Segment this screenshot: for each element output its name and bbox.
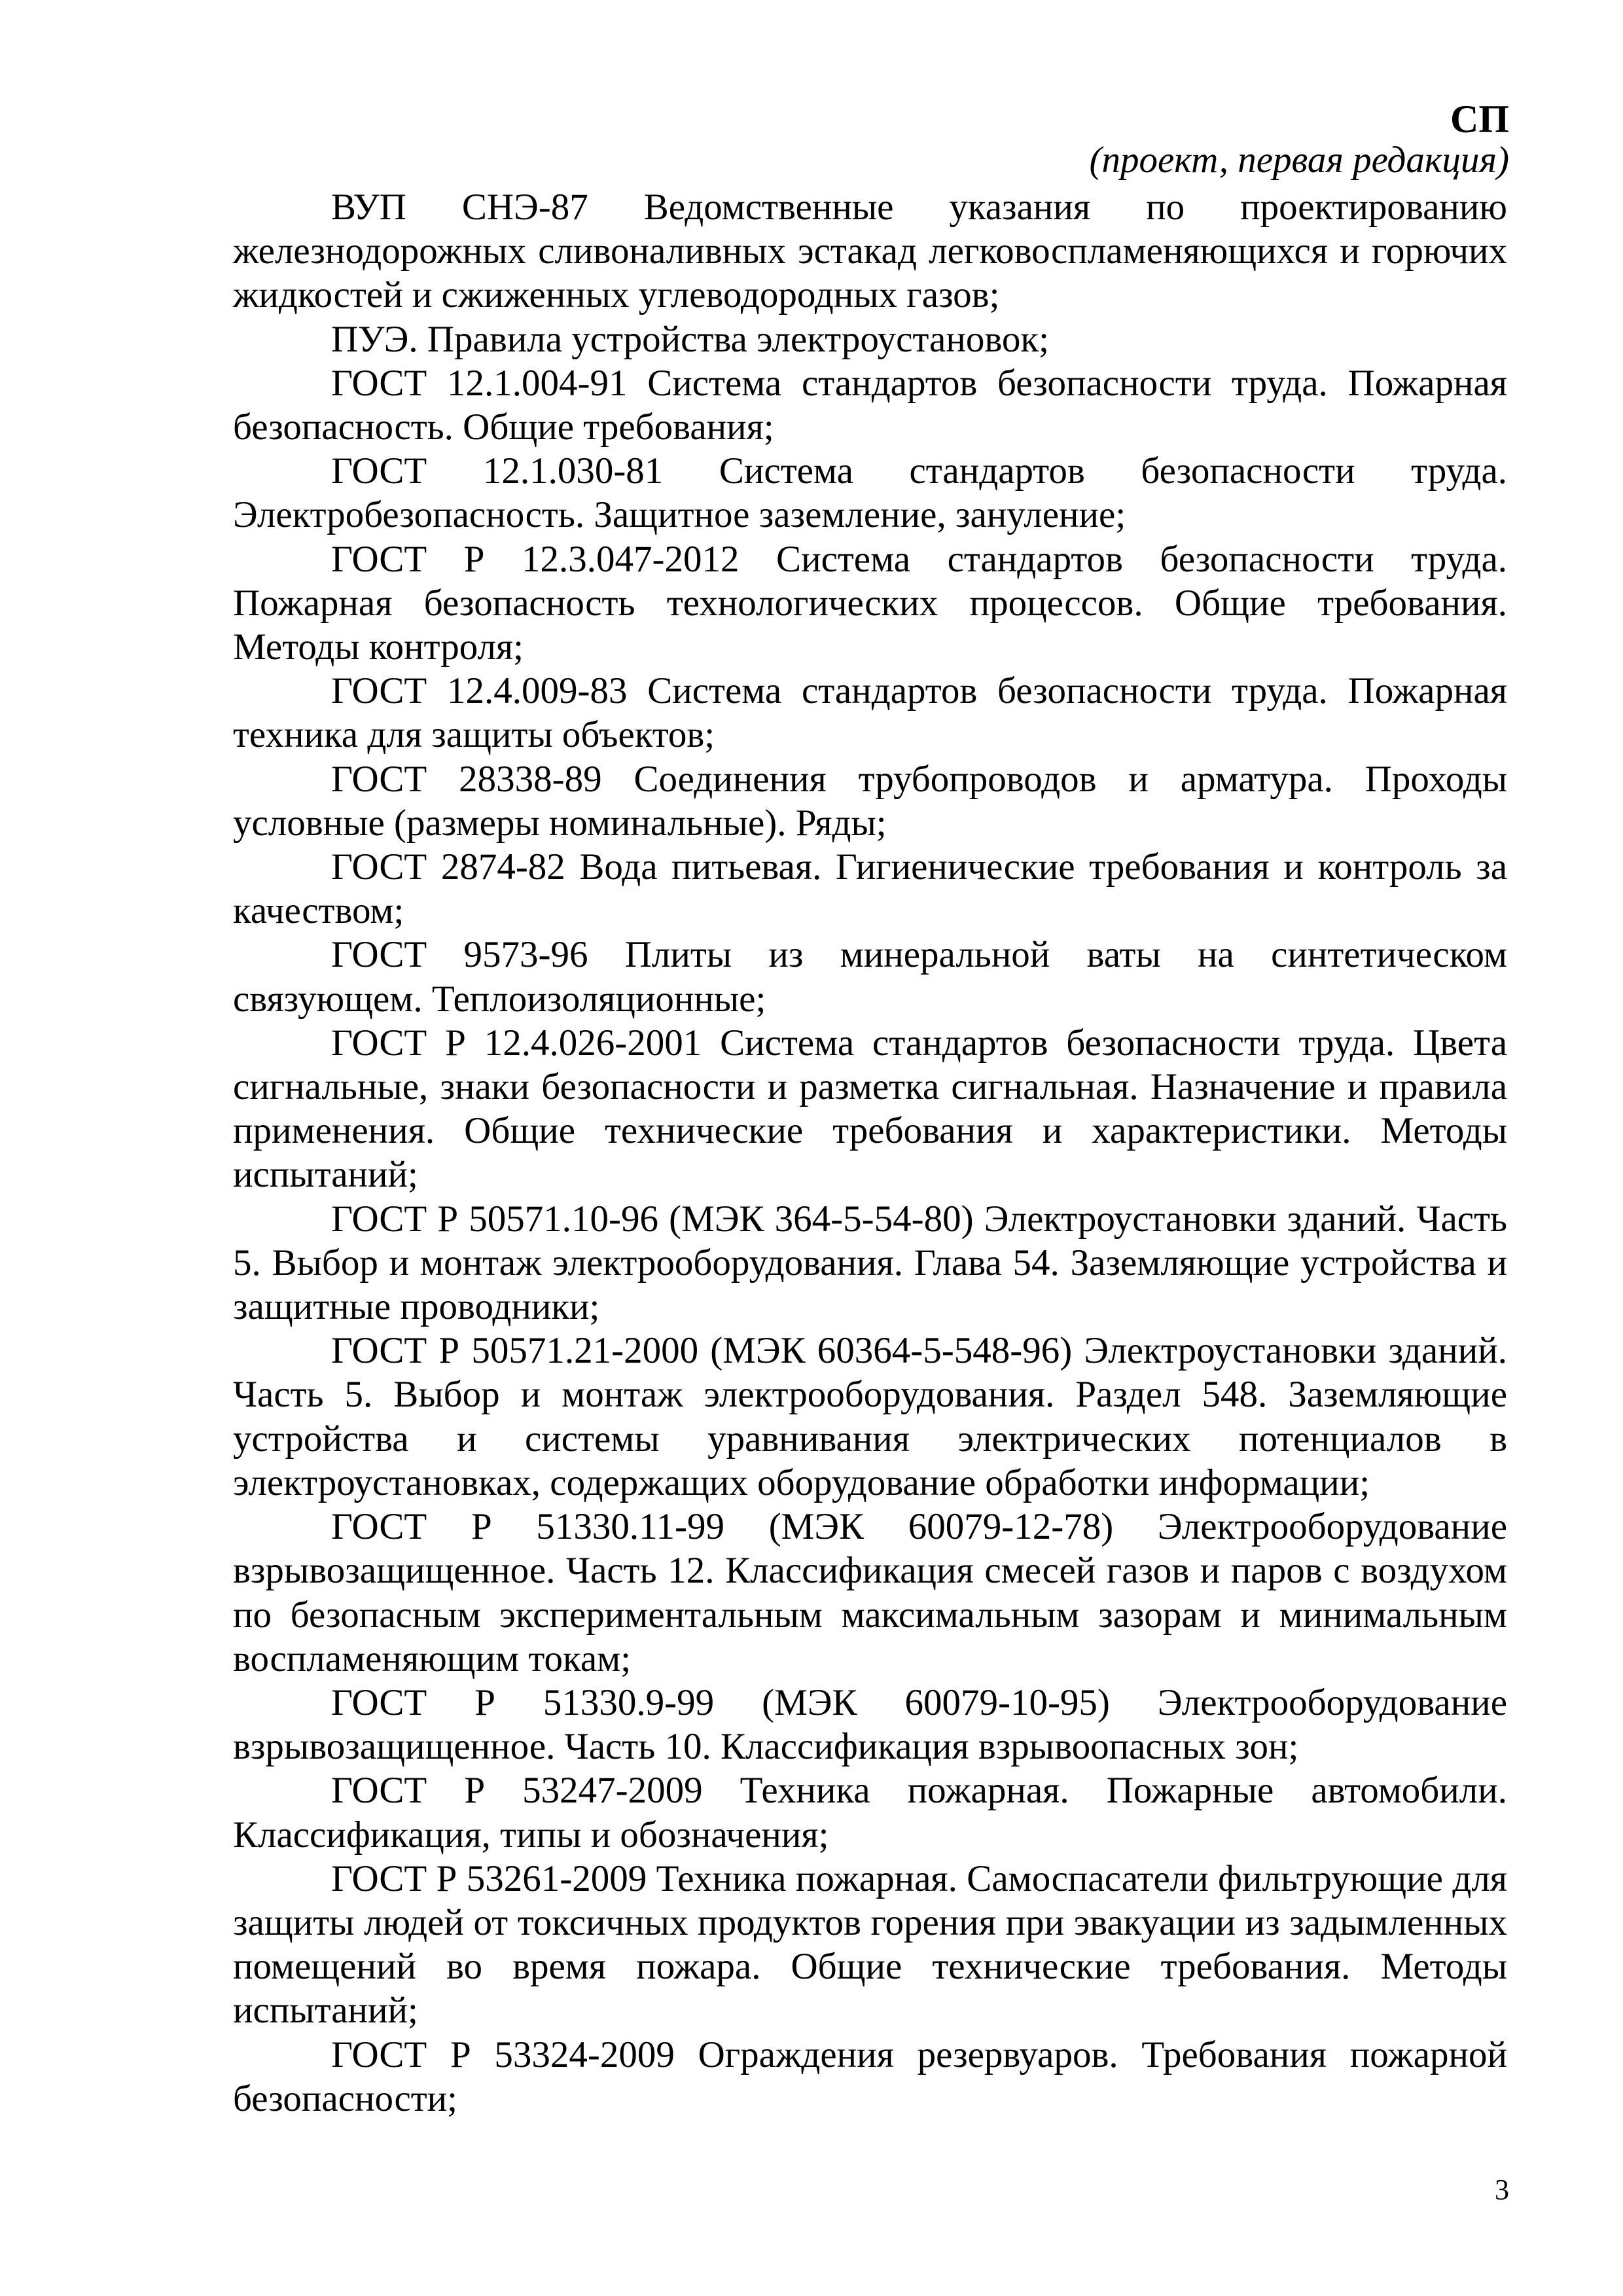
reference-entry: ГОСТ Р 51330.9-99 (МЭК 60079-10-95) Электрооборудование взрывозащищенное. Часть 10. Классификация взрывоопасных зон; xyxy=(233,1681,1507,1768)
reference-entry: ГОСТ 12.4.009-83 Система стандартов безопасности труда. Пожарная техника для защиты объектов; xyxy=(233,670,1507,756)
reference-entry: ГОСТ 12.1.030-81 Система стандартов безопасности труда. Электробезопасность. Защитное заземление, зануление; xyxy=(233,450,1507,536)
reference-entry: ГОСТ 2874-82 Вода питьевая. Гигиенические требования и контроль за качеством; xyxy=(233,846,1507,932)
reference-entry: ГОСТ 28338-89 Соединения трубопроводов и арматура. Проходы условные (размеры номинальные). Ряды; xyxy=(233,758,1507,844)
reference-entry: ГОСТ Р 12.3.047-2012 Система стандартов безопасности труда. Пожарная безопасность технологических процессов. Общие требования. Методы контроля; xyxy=(233,538,1507,668)
document-code: СП xyxy=(1450,98,1509,141)
reference-entry: ГОСТ Р 53261-2009 Техника пожарная. Самоспасатели фильтрующие для защиты людей от токсичных продуктов горения при эвакуации из задымленных помещений во время пожара. Общие технические требования. Методы испытаний; xyxy=(233,1857,1507,2032)
reference-entry: ВУП СНЭ-87 Ведомственные указания по проектированию железнодорожных сливоналивных эстакад легковоспламеняющихся и горючих жидкостей и сжиженных углеводородных газов; xyxy=(233,187,1507,316)
draft-status: (проект, первая редакция) xyxy=(1089,139,1509,181)
reference-entry: ГОСТ Р 53324-2009 Ограждения резервуаров. Требования пожарной безопасности; xyxy=(233,2034,1507,2119)
reference-entry: ГОСТ Р 12.4.026-2001 Система стандартов безопасности труда. Цвета сигнальные, знаки безопасности и разметка сигнальная. Назначение и правила применения. Общие технические требования и характеристики. Методы испытаний; xyxy=(233,1022,1507,1196)
reference-entry: ГОСТ Р 51330.11-99 (МЭК 60079-12-78) Электрооборудование взрывозащищенное. Часть 12. Классификация смесей газов и паров с воздухом по безопасным экспериментальным максимальным зазорам и минимальным воспламеняющим токам; xyxy=(233,1506,1507,1679)
references-list xyxy=(233,185,1507,2121)
reference-entry: ГОСТ 12.1.004-91 Система стандартов безопасности труда. Пожарная безопасность. Общие требования; xyxy=(233,362,1507,448)
reference-entry: ГОСТ Р 50571.21-2000 (МЭК 60364-5-548-96) Электроустановки зданий. Часть 5. Выбор и монтаж электрооборудования. Раздел 548. Заземляющие устройства и системы уравнивания электрических потенциалов в электроустановках, содержащих оборудование обработки информации; xyxy=(233,1330,1507,1503)
page-number: 3 xyxy=(1495,2174,1509,2206)
reference-entry: ПУЭ. Правила устройства электроустановок; xyxy=(331,318,1049,360)
reference-entry: ГОСТ Р 53247-2009 Техника пожарная. Пожарные автомобили. Классификация, типы и обозначения; xyxy=(233,1770,1507,1856)
reference-entry: ГОСТ 9573-96 Плиты из минеральной ваты на синтетическом связующем. Теплоизоляционные; xyxy=(233,934,1507,1020)
reference-entry: ГОСТ Р 50571.10-96 (МЭК 364-5-54-80) Электроустановки зданий. Часть 5. Выбор и монтаж электрооборудования. Глава 54. Заземляющие устройства и защитные проводники; xyxy=(233,1198,1507,1328)
